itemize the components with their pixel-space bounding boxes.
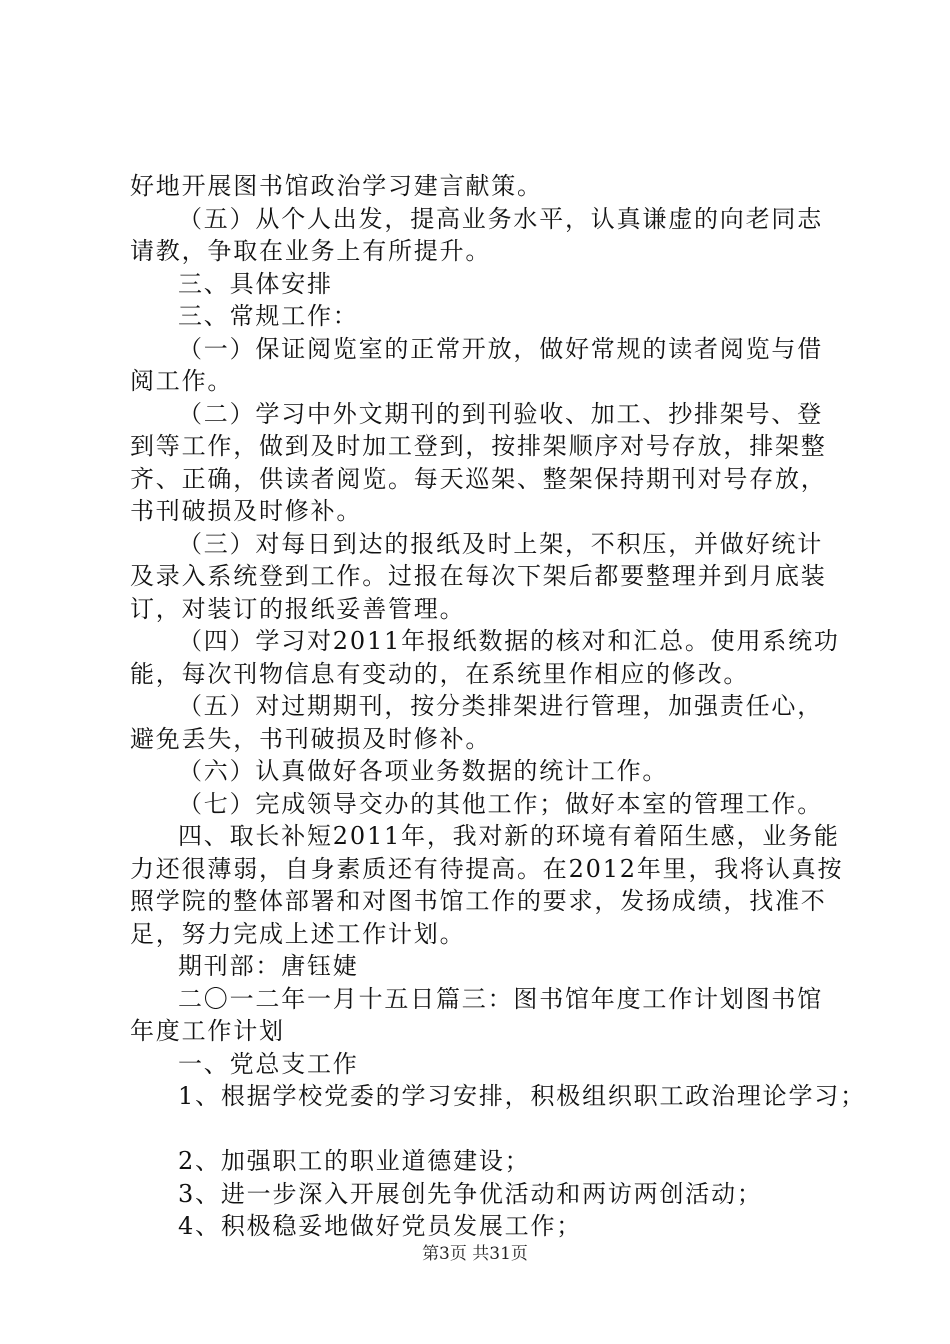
text-line: （五）从个人出发，提高业务水平，认真谦虚的向老同志 [178,204,823,233]
list-item: 4、积极稳妥地做好党员发展工作； [178,1212,583,1240]
text-line: 四、取长补短2011年，我对新的环境有着陌生感，业务能 [178,822,840,850]
signature-line: 期刊部：唐钰婕 [178,952,359,980]
text-line: 及录入系统登到工作。过报在每次下架后都要整理并到月底装 [130,562,827,590]
text-line: 年度工作计划 [130,1017,285,1045]
text-line: 订，对装订的报纸妥善管理。 [130,594,466,623]
text-line: （六）认真做好各项业务数据的统计工作。 [178,757,669,785]
text-line: （七）完成领导交办的其他工作；做好本室的管理工作。 [178,789,823,818]
text-line: 到等工作，做到及时加工登到，按排架顺序对号存放，排架整 [130,432,827,460]
blank-line [130,1113,850,1146]
text-line: 避免丢失，书刊破损及时修补。 [130,724,492,753]
page-footer [0,1243,950,1265]
list-item: 2、加强职工的职业道德建设； [178,1147,531,1175]
section-heading: 三、常规工作： [178,302,359,330]
text-line: 阅工作。 [130,367,234,395]
list-item: 3、进一步深入开展创先争优活动和两访两创活动； [178,1179,763,1208]
section-heading: 一、党总支工作 [178,1049,359,1078]
text-line: 请教，争取在业务上有所提升。 [130,237,492,265]
text-line: 齐、正确，供读者阅览。每天巡架、整架保持期刊对号存放， [130,464,827,493]
text-line: （四）学习对2011年报纸数据的核对和汇总。使用系统功 [178,627,840,655]
document-body [130,170,866,1243]
text-line: （五）对过期期刊，按分类排架进行管理，加强责任心， [178,692,823,720]
text-line: （三）对每日到达的报纸及时上架，不积压，并做好统计 [178,529,823,558]
page-number-label: 第3页 共31页 [422,1244,528,1264]
text-line: 照学院的整体部署和对图书馆工作的要求，发扬成绩，找准不 [130,887,827,915]
list-item: 1、根据学校党委的学习安排，积极组织职工政治理论学习； [178,1082,866,1110]
text-line: （一）保证阅览室的正常开放，做好常规的读者阅览与借 [178,334,823,363]
text-line: 力还很薄弱，自身素质还有待提高。在2012年里，我将认真按 [130,854,844,883]
text-line: 能，每次刊物信息有变动的，在系统里作相应的修改。 [130,659,750,688]
section-heading: 三、具体安排 [178,269,333,298]
text-line: 好地开展图书馆政治学习建言献策。 [130,172,543,200]
text-line: （二）学习中外文期刊的到刊验收、加工、抄排架号、登 [178,399,823,428]
text-line: 足，努力完成上述工作计划。 [130,919,466,948]
text-line: 书刊破损及时修补。 [130,497,363,525]
text-line: 二〇一二年一月十五日篇三：图书馆年度工作计划图书馆 [178,984,823,1013]
